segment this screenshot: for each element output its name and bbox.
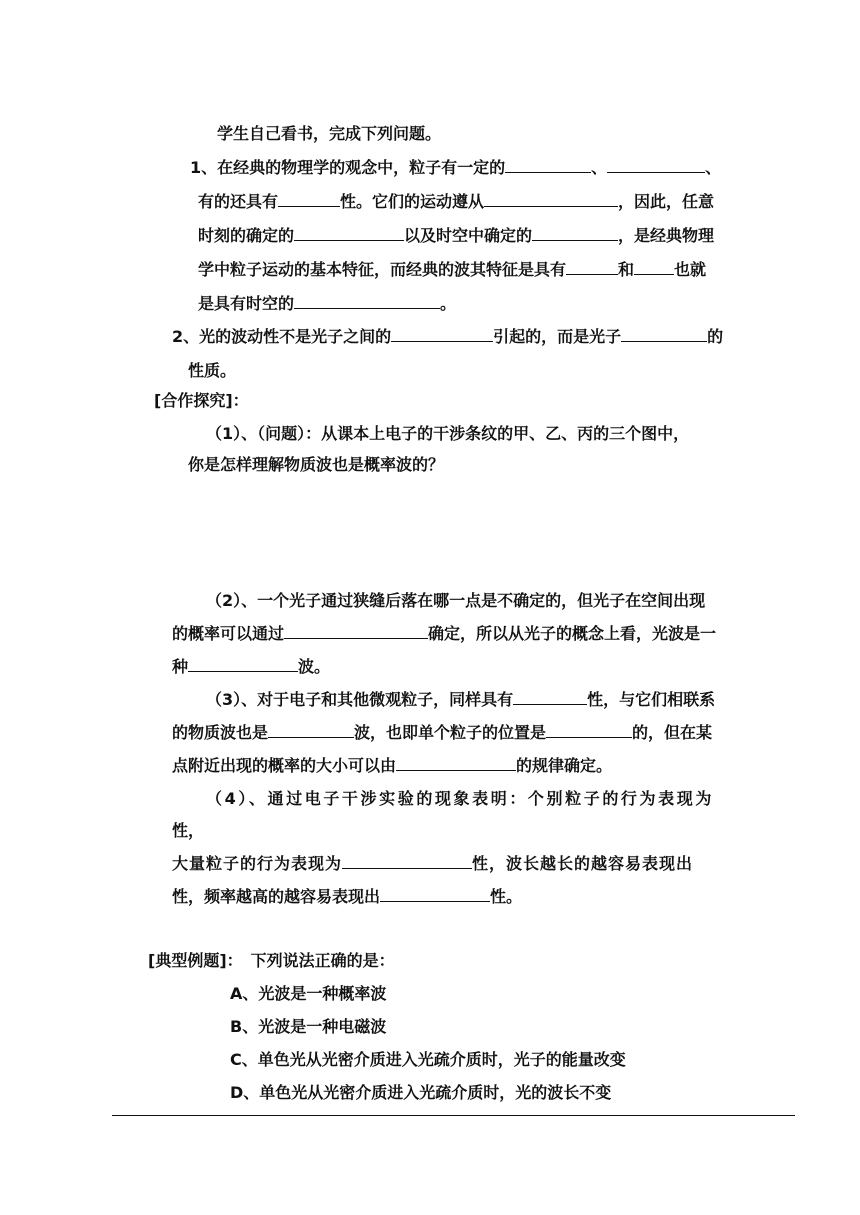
answer-blank[interactable] — [294, 225, 404, 241]
answer-blank[interactable] — [396, 755, 516, 771]
example-question: 下列说法正确的是： — [250, 951, 395, 970]
answer-blank[interactable] — [513, 689, 587, 705]
answer-blank[interactable] — [532, 225, 618, 241]
answer-blank[interactable] — [634, 259, 674, 275]
answer-blank[interactable] — [380, 886, 490, 902]
answer-blank[interactable] — [566, 259, 618, 275]
q2-line-2: 性质。 — [188, 361, 237, 380]
option-c[interactable]: C、单色光从光密介质进入光疏介质时，光子的能量改变 — [230, 1050, 626, 1069]
coop-p4-line-2: 性， — [172, 821, 205, 840]
q1-line-1: 1、在经典的物理学的观念中，粒子有一定的 、 、 — [190, 158, 722, 177]
answer-blank[interactable] — [607, 157, 705, 173]
answer-blank[interactable] — [294, 293, 440, 309]
q1-line-3: 时刻的确定的 以及时空中确定的 ，是经典物理 — [198, 226, 715, 245]
example-heading: [典型例题]： 下列说法正确的是： — [148, 951, 395, 970]
answer-blank[interactable] — [484, 191, 618, 207]
coop-p4-line-1: （4）、通过电子干涉实验的现象表明：个别粒子的行为表现为 — [206, 789, 714, 808]
coop-p2-line-1: （2）、一个光子通过狭缝后落在哪一点是不确定的，但光子在空间出现 — [206, 591, 706, 610]
option-a[interactable]: A、光波是一种概率波 — [230, 984, 387, 1003]
q1-line-5: 是具有时空的 。 — [198, 294, 457, 313]
q1-line-4: 学中粒子运动的基本特征，而经典的波其特征是具有 和 也就 — [198, 260, 707, 279]
answer-blank[interactable] — [268, 722, 354, 738]
coop-p2-line-3: 种 波。 — [172, 657, 331, 676]
coop-p3-line-2: 的物质波也是 波，也即单个粒子的位置是 的，但在某 — [172, 723, 713, 742]
coop-p1-line-1: （1）、（问题）：从课本上电子的干涉条纹的甲、乙、丙的三个图中， — [206, 424, 690, 443]
answer-blank[interactable] — [391, 326, 493, 342]
coop-p3-line-1: （3）、对于电子和其他微观粒子，同样具有 性，与它们相联系 — [206, 690, 716, 709]
q2-line-1: 2、光的波动性不是光子之间的 引起的，而是光子 的 — [172, 327, 724, 346]
coop-p4-line-3: 大量粒子的行为表现为 性，波长越长的越容易表现出 — [172, 854, 694, 873]
coop-p3-line-3: 点附近出现的概率的大小可以由 的规律确定。 — [172, 756, 613, 775]
answer-blank[interactable] — [621, 326, 707, 342]
intro-text: 学生自己看书，完成下列问题。 — [217, 124, 442, 143]
answer-blank[interactable] — [188, 656, 298, 672]
option-b[interactable]: B、光波是一种电磁波 — [230, 1017, 387, 1036]
q1-line-2: 有的还具有 性。它们的运动遵从 ，因此，任意 — [198, 192, 715, 211]
option-d[interactable]: D、单色光从光密介质进入光疏介质时，光的波长不变 — [230, 1083, 612, 1102]
coop-p2-line-2: 的概率可以通过 确定，所以从光子的概念上看，光波是一 — [172, 624, 717, 643]
answer-blank[interactable] — [342, 853, 472, 869]
answer-blank[interactable] — [505, 157, 591, 173]
coop-heading: [合作探究]： — [154, 391, 249, 410]
answer-blank[interactable] — [546, 722, 632, 738]
footer-divider — [112, 1115, 795, 1116]
coop-p1-line-2: 你是怎样理解物质波也是概率波的？ — [188, 455, 445, 474]
answer-blank[interactable] — [278, 191, 340, 207]
answer-blank[interactable] — [284, 623, 428, 639]
coop-p4-line-4: 性，频率越高的越容易表现出 性。 — [172, 887, 523, 906]
